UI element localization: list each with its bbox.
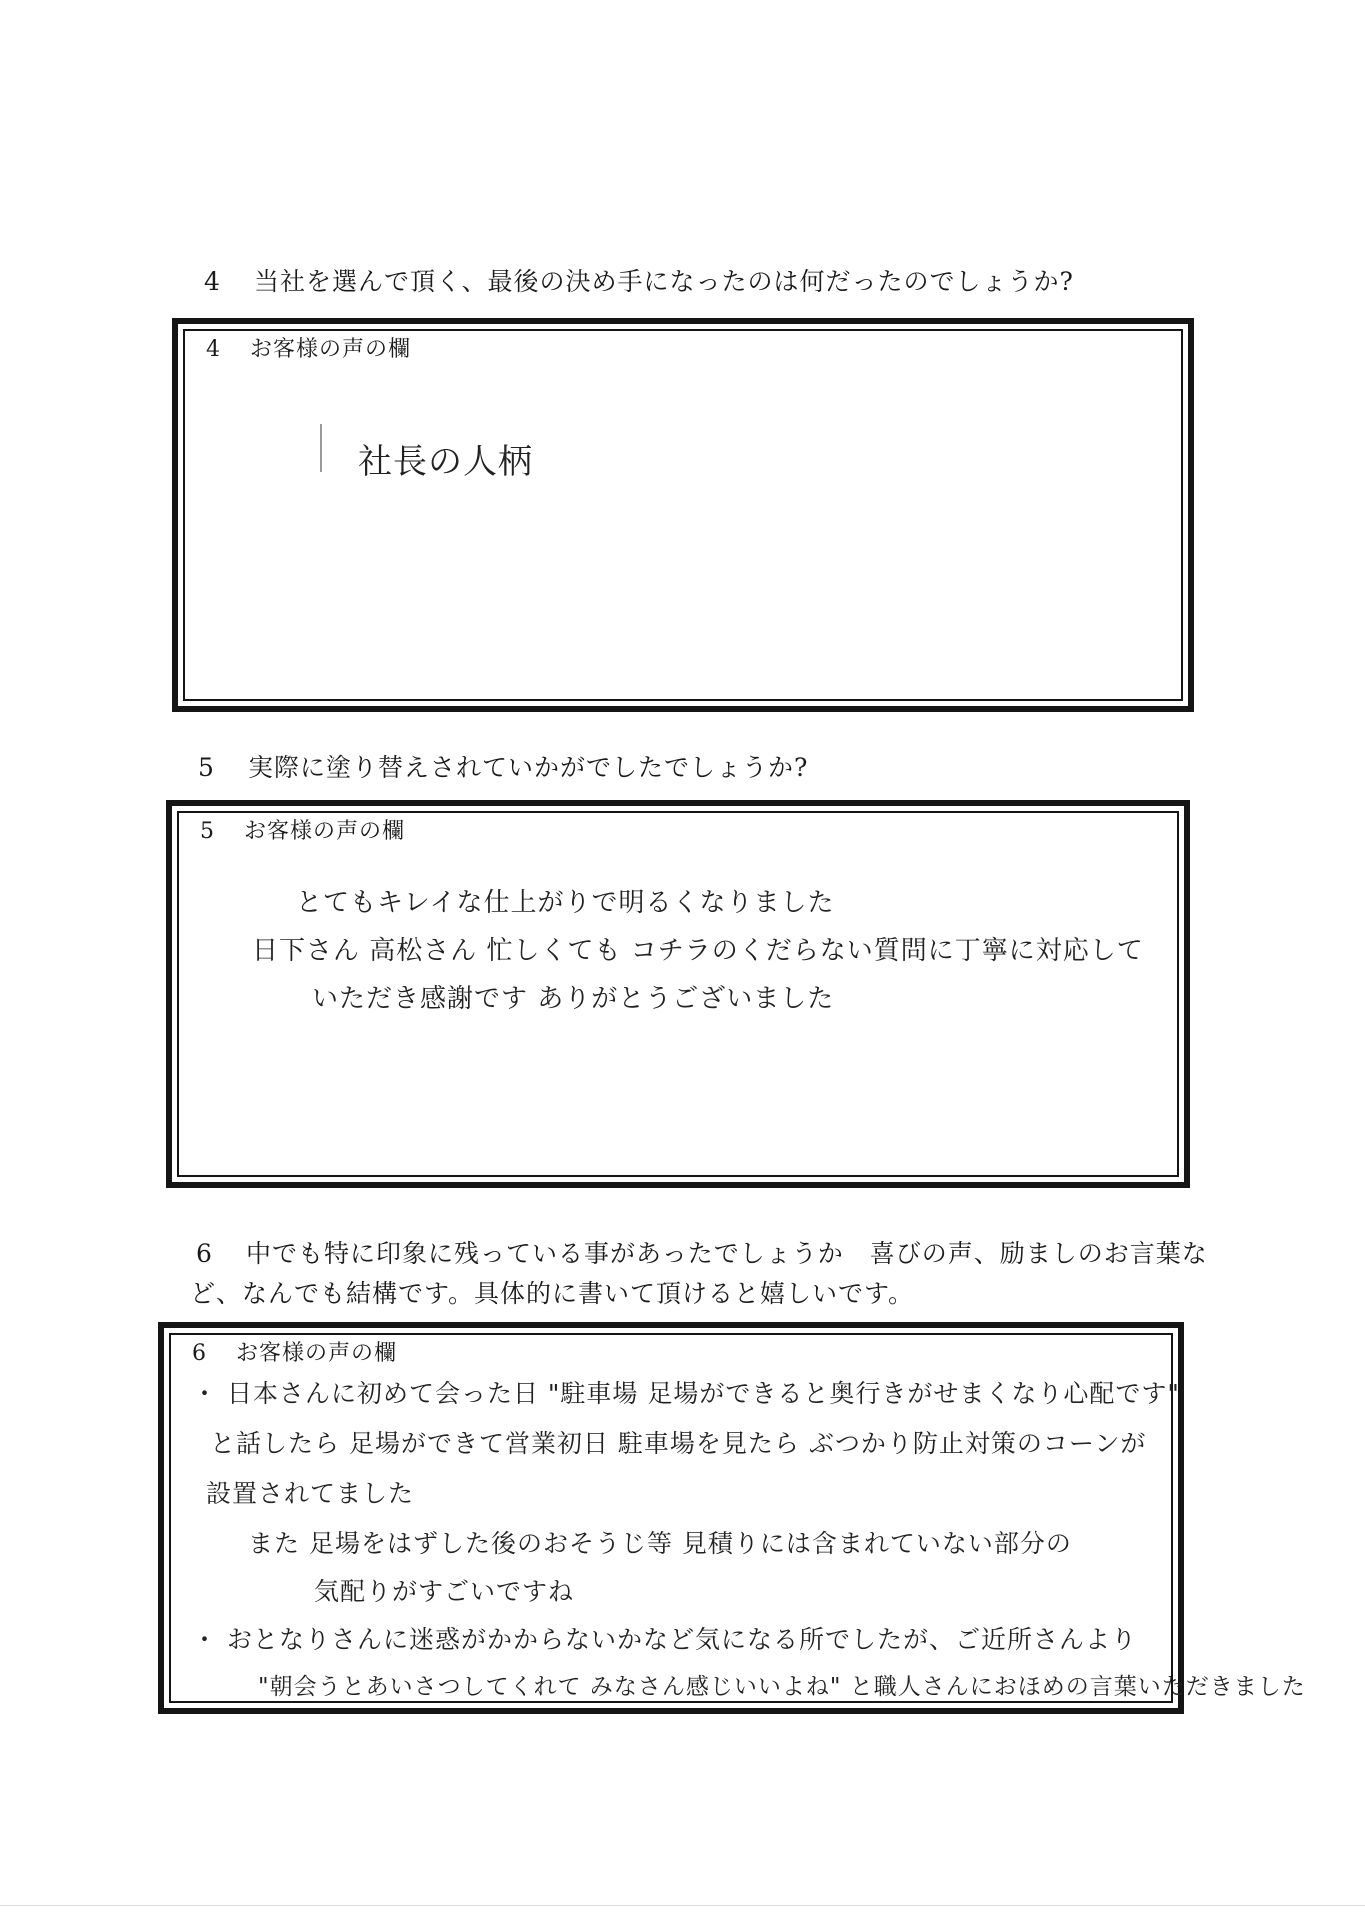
handwritten-line: 設置されてました — [206, 1479, 415, 1508]
handwritten-line: "朝会うとあいさつしてくれて みなさん感じいいよね" と職人さんにおほめの言葉いただきました — [258, 1674, 1306, 1700]
box-number: 6 — [192, 1341, 207, 1366]
handwritten-line: 気配りがすごいですね — [314, 1577, 575, 1606]
box-label — [200, 814, 405, 845]
question-text-line-2: ど、なんでも結構です。具体的に書いて頂けると嬉しいです。 — [190, 1279, 915, 1308]
handwritten-line: 日下さん 高松さん 忙しくても コチラのくだらない質問に丁寧に対応して — [252, 936, 1144, 966]
handwritten-line: とてもキレイな仕上がりで明るくなりました — [296, 888, 835, 918]
box-number: 4 — [206, 337, 221, 362]
box-label — [192, 1336, 397, 1367]
question-6-continued — [190, 1274, 914, 1314]
question-6 — [196, 1234, 1208, 1274]
handwritten-line: ・ 日本さんに初めて会った日 "駐車場 足場ができると奥行きがせまくなり心配です" — [192, 1379, 1180, 1408]
handwritten-answer: 社長の人柄 — [358, 442, 533, 482]
box-number: 5 — [200, 819, 215, 844]
handwritten-line: いただき感謝です ありがとうございました — [312, 984, 835, 1014]
question-5 — [198, 748, 808, 788]
box-label-text: お客様の声の欄 — [250, 337, 412, 362]
box-label-text: お客様の声の欄 — [236, 1341, 398, 1366]
pencil-mark — [320, 424, 322, 472]
question-text: 実際に塗り替えされていかがでしたでしょうか? — [248, 753, 809, 782]
question-number: 4 — [204, 267, 221, 296]
question-text-line-1: 中でも特に印象に残っている事があったでしょうか 喜びの声、励ましのお言葉な — [246, 1239, 1208, 1268]
box-label — [206, 332, 411, 363]
answer-box-6 — [158, 1322, 1306, 1714]
handwritten-line: また 足場をはずした後のおそうじ等 見積りには含まれていない部分の — [248, 1529, 1072, 1558]
answer-box-4 — [172, 318, 1194, 712]
page-edge — [0, 1905, 1365, 1906]
answer-box-5 — [166, 800, 1190, 1188]
question-4 — [204, 262, 1074, 302]
handwritten-line: と話したら 足場ができて営業初日 駐車場を見たら ぶつかり防止対策のコーンが — [210, 1429, 1147, 1458]
handwritten-line: ・ おとなりさんに迷惑がかからないかなど気になる所でしたが、ご近所さんより — [192, 1625, 1137, 1654]
box-label-text: お客様の声の欄 — [244, 819, 406, 844]
question-text: 当社を選んで頂く、最後の決め手になったのは何だったのでしょうか? — [254, 267, 1074, 296]
question-number: 5 — [198, 753, 215, 782]
question-number: 6 — [196, 1239, 213, 1268]
